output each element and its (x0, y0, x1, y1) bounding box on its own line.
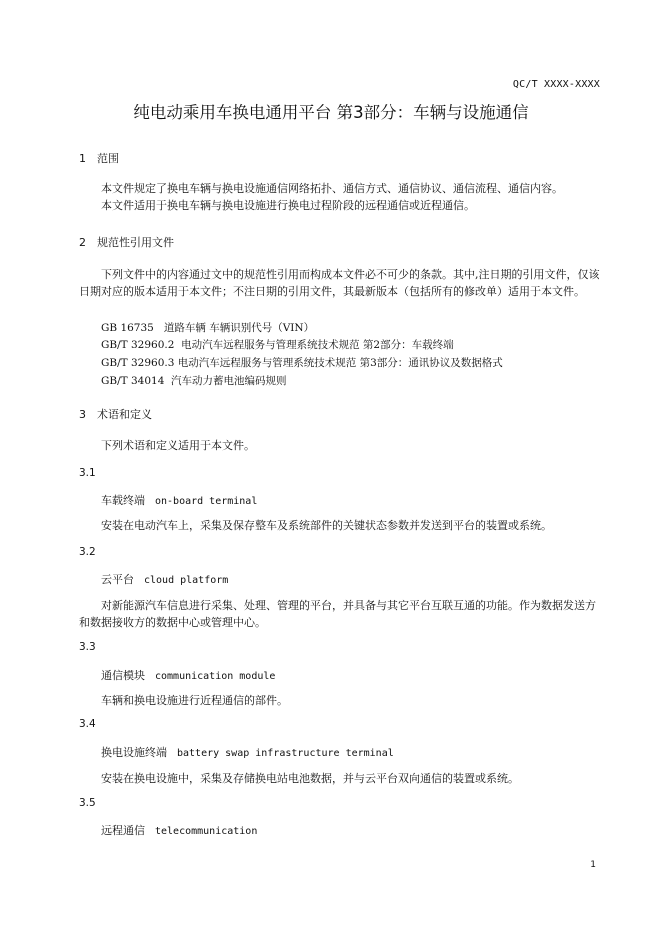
term-definition (79, 770, 601, 787)
reference-item: GB 16735 道路车辆 车辆识别代号（VIN） (101, 322, 315, 334)
section-title: 范围 (97, 152, 119, 165)
section-heading-scope (79, 150, 119, 166)
normative-refs-intro (79, 266, 601, 300)
term-zh: 远程通信 (101, 824, 145, 837)
section-number: 2 (79, 236, 86, 249)
term-zh: 云平台 (101, 573, 134, 586)
term-number: 3.1 (79, 467, 96, 479)
paragraph: 安装在电动汽车上，采集及保存整车及系统部件的关键状态参数并发送到平台的装置或系统。 (101, 519, 552, 532)
section-heading-terms (79, 406, 152, 422)
term-en: on-board terminal (155, 496, 258, 507)
term-zh: 通信模块 (101, 669, 145, 682)
term-en: communication module (155, 671, 276, 682)
paragraph: 对新能源汽车信息进行采集、处理、管理的平台，并具备与其它平台互联互通的功能。作为数据发送方和数据接收方的数据中心或管理中心。 (79, 599, 596, 629)
terms-intro (79, 437, 601, 454)
section-number: 3 (79, 408, 86, 421)
document-title: 纯电动乘用车换电通用平台 第3部分：车辆与设施通信 (133, 103, 529, 122)
term-name (101, 822, 257, 838)
paragraph: 本文件规定了换电车辆与换电设施通信网络拓扑、通信方式、通信协议、通信流程、通信内容。 (101, 182, 563, 195)
term-name (101, 571, 228, 587)
term-definition (79, 597, 601, 631)
paragraph: 安装在换电设施中，采集及存储换电站电池数据，并与云平台双向通信的装置或系统。 (101, 772, 519, 785)
standard-code: QC/T XXXX-XXXX (512, 79, 600, 90)
term-definition (79, 517, 601, 534)
term-number: 3.5 (79, 797, 96, 809)
term-en: cloud platform (144, 575, 229, 586)
page-number: 1 (590, 860, 596, 870)
term-number: 3.3 (79, 641, 96, 653)
paragraph: 下列术语和定义适用于本文件。 (101, 439, 255, 452)
paragraph: 下列文件中的内容通过文中的规范性引用而构成本文件必不可少的条款。其中,注日期的引用文件，仅该日期对应的版本适用于本文件；不注日期的引用文件，其最新版本（包括所有的修改单）适用于本文件。 (79, 268, 600, 298)
section-heading-normative-refs (79, 234, 174, 250)
section-title: 术语和定义 (97, 408, 152, 421)
paragraph: 车辆和换电设施进行近程通信的部件。 (101, 694, 288, 707)
term-en: telecommunication (155, 826, 258, 837)
term-number: 3.2 (79, 546, 96, 558)
term-name (101, 492, 257, 508)
term-name (101, 744, 394, 760)
term-definition (79, 692, 601, 709)
term-zh: 换电设施终端 (101, 746, 167, 759)
paragraph: 本文件适用于换电车辆与换电设施进行换电过程阶段的远程通信或近程通信。 (101, 199, 475, 212)
section-title: 规范性引用文件 (97, 236, 174, 249)
reference-item: GB/T 32960.2 电动汽车远程服务与管理系统技术规范 第2部分：车载终端 (101, 339, 454, 351)
reference-item: GB/T 34014 汽车动力蓄电池编码规则 (101, 375, 287, 387)
term-zh: 车载终端 (101, 494, 145, 507)
term-number: 3.4 (79, 718, 96, 730)
section-number: 1 (79, 152, 86, 165)
reference-item: GB/T 32960.3 电动汽车远程服务与管理系统技术规范 第3部分：通讯协议及数据格式 (101, 357, 503, 369)
scope-body (79, 180, 601, 214)
term-name (101, 667, 275, 683)
term-en: battery swap infrastructure terminal (177, 748, 394, 759)
